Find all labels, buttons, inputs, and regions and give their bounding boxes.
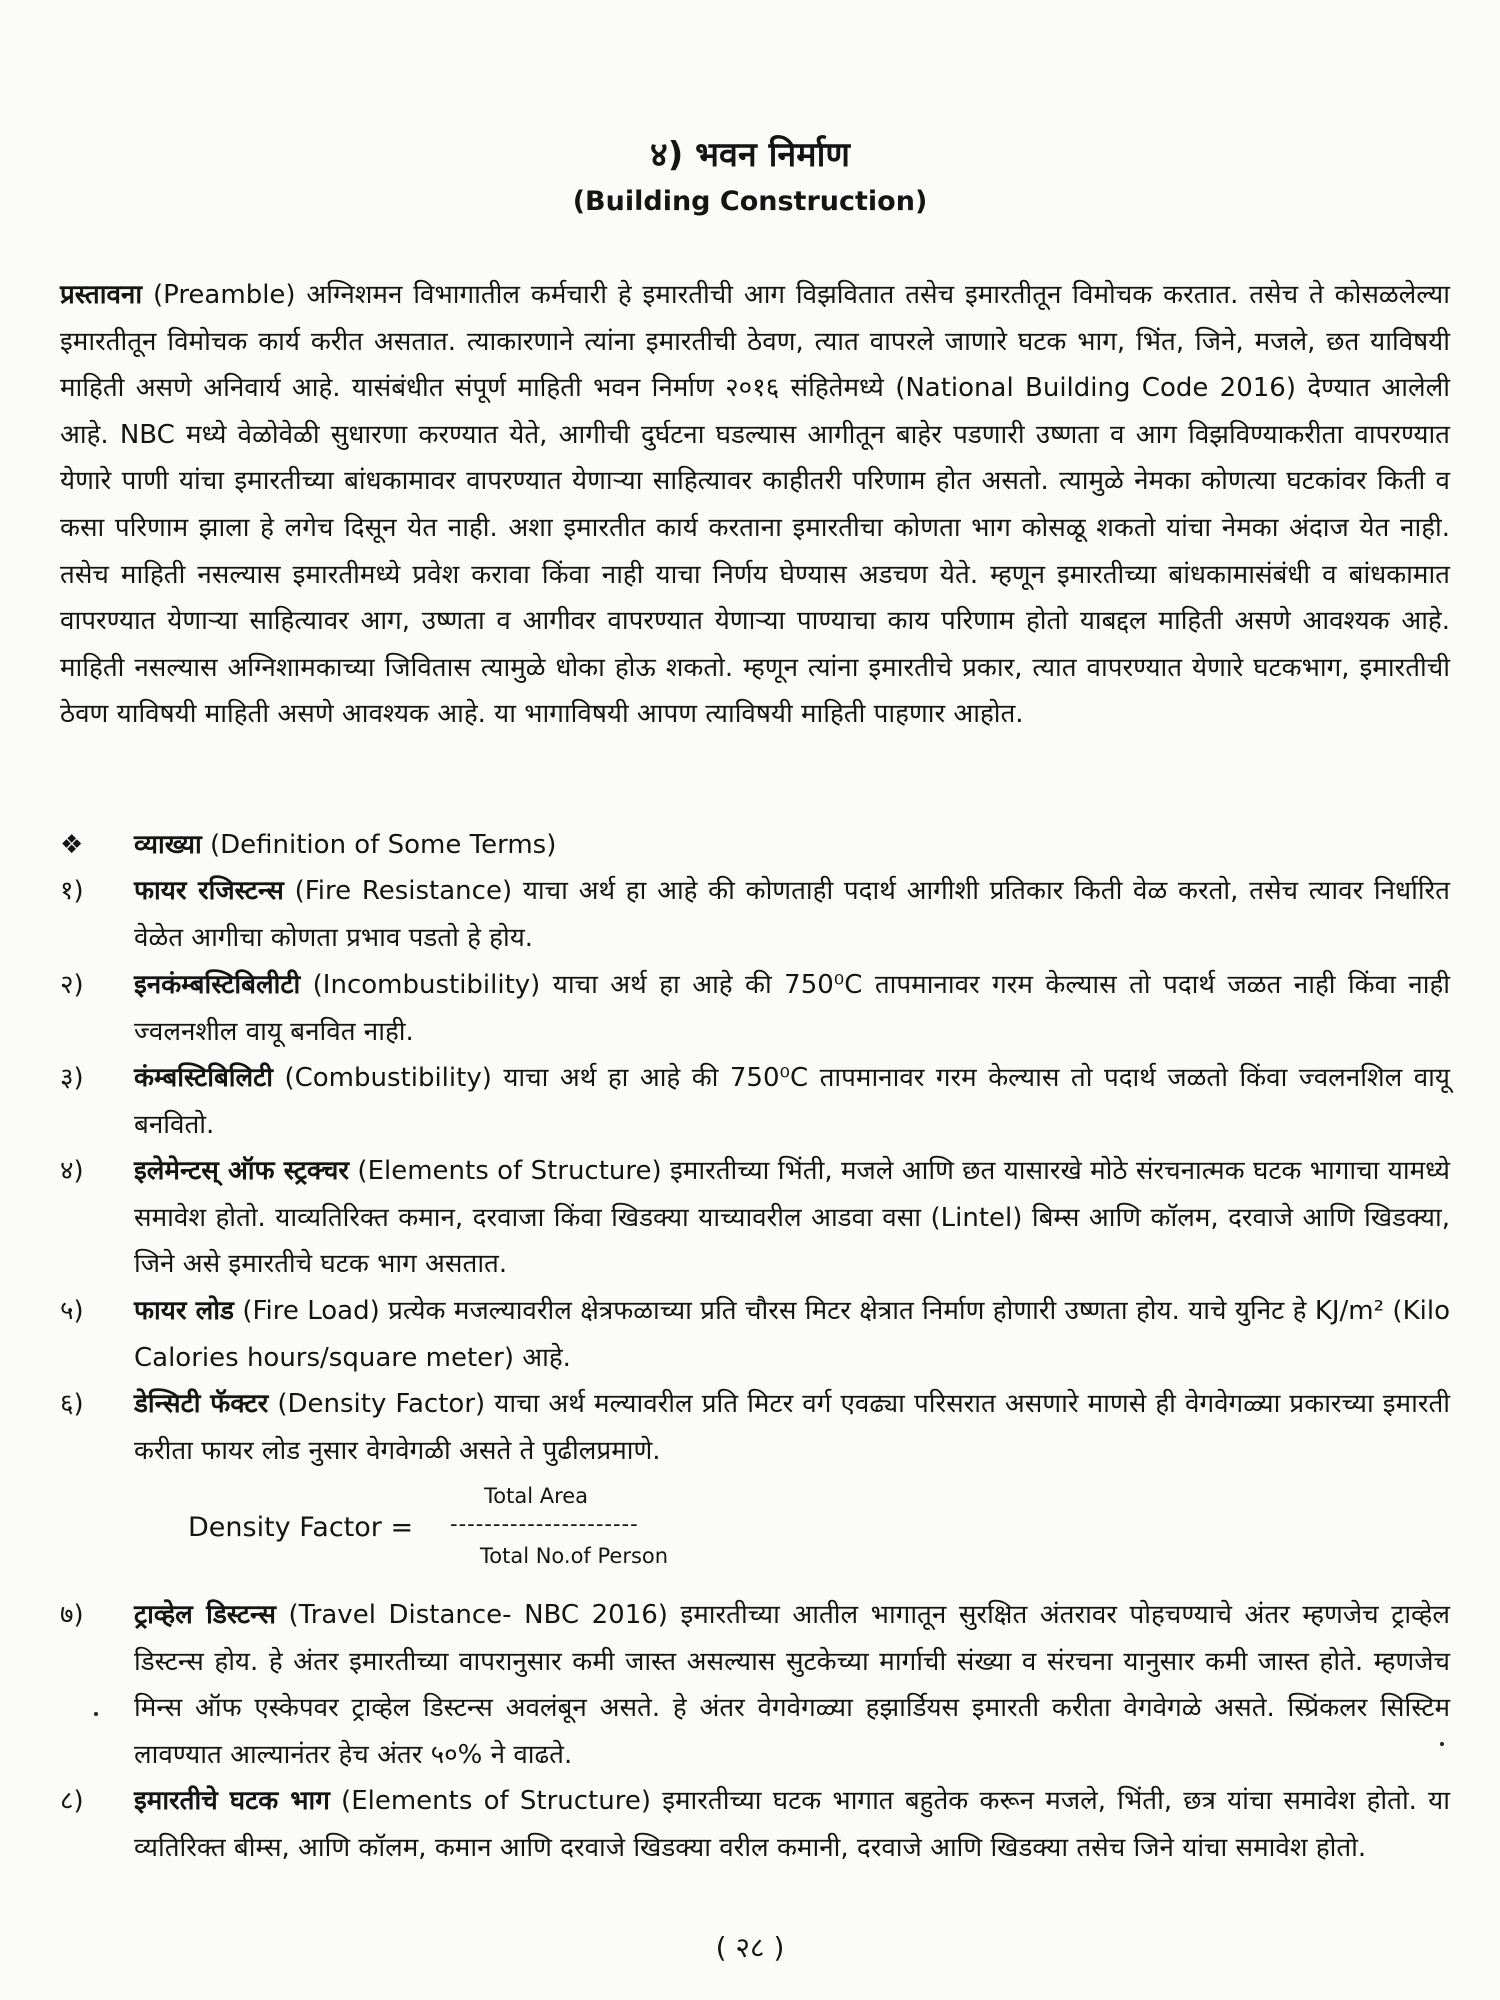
preamble-paragraph [60, 272, 1450, 738]
definition-body: (Elements of Structure) इमारतीच्या भिंती, मजले आणि छत यासारखे मोठे संरचनात्मक घटक भागाचा यामध्ये समावेश होतो. याव्यतिरिक्त कमान, दरवाजा किंवा खिडक्या याच्यावरील आडवा वसा (Lintel) बिम्स आणि कॉलम, दरवाजे आणि खिडक्या, जिने असे इमारतीचे घटक भाग असतात. [134, 1156, 1450, 1280]
definition-term: इनकंम्बस्टिबिलीटी [134, 970, 301, 1000]
definition-body: (Elements of Structure) इमारतीच्या घटक भागात बहुतेक करून मजले, भिंती, छत्र यांचा समावेश होतो. या व्यतिरिक्त बीम्स, आणि कॉलम, कमान आणि दरवाजे खिडक्या वरील कमानी, दरवाजे आणि खिडक्या तसेच जिने यांचा समावेश होतो. [134, 1786, 1450, 1863]
definition-text [134, 1288, 1450, 1381]
preamble-text: (Preamble) अग्निशमन विभागातील कर्मचारी हे इमारतीची आग विझवितात तसेच इमारतीतून विमोचक करतात. तसेच ते कोसळलेल्या इमारतीतून विमोचक कार्य करीत असतात. त्याकारणाने त्यांना इमारतीची ठेवण, त्यात वापरले जाणारे घटक भाग, भिंत, जिने, मजले, छत याविषयी माहिती असणे अनिवार्य आहे. यासंबंधीत संपूर्ण माहिती भवन निर्माण २०१६ संहितेमध्ये (National Building Code 2016) देण्यात आलेली आहे. NBC मध्ये वेळोवेळी सुधारणा करण्यात येते, आगीची दुर्घटना घडल्यास आगीतून बाहेर पडणारी उष्णता व आग विझविण्याकरीता वापरण्यात येणारे पाणी यांचा इमारतीच्या बांधकामावर वापरण्यात येणाऱ्या साहित्यावर काहीतरी परिणाम होत असतो. त्यामुळे नेमका कोणत्या घटकांवर किती व कसा परिणाम झाला हे लगेच दिसून येत नाही. अशा इमारतीत कार्य करताना इमारतीचा कोणता भाग कोसळू शकतो यांचा नेमका अंदाज येत नाही. तसेच माहिती नसल्यास इमारतीमध्ये प्रवेश करावा किंवा नाही याचा निर्णय घेण्यास अडचण येते. म्हणून इमारतीच्या बांधकामासंबंधी व बांधकामात वापरण्यात येणाऱ्या साहित्यावर आग, उष्णता व आगीवर वापरण्यात येणाऱ्या पाण्याचा काय परिणाम होतो याबद्दल माहिती असणे आवश्यक आहे. माहिती नसल्यास अग्निशामकाच्या जिवितास त्यामुळे धोका होऊ शकतो. म्हणून त्यांना इमारतीचे प्रकार, त्यात वापरण्यात येणारे घटकभाग, इमारतीची ठेवण याविषयी माहिती असणे आवश्यक आहे. या भागाविषयी आपण त्याविषयी माहिती पाहणार आहोत. [60, 280, 1450, 730]
definition-text [134, 962, 1450, 1055]
definition-number: ४) [60, 1156, 84, 1186]
definition-text [134, 1592, 1450, 1778]
definition-number: ३) [60, 1063, 84, 1093]
definition-item [60, 1381, 1450, 1474]
definition-body: (Fire Resistance) याचा अर्थ हा आहे की कोणताही पदार्थ आगीशी प्रतिकार किती वेळ करतो, तसेच त्यावर निर्धारित वेळेत आगीचा कोणता प्रभाव पडतो हे होय. [134, 876, 1451, 953]
definition-number: ५) [60, 1296, 84, 1326]
definition-body: (Fire Load) प्रत्येक मजल्यावरील क्षेत्रफळाच्या प्रति चौरस मिटर क्षेत्रात निर्माण होणारी उष्णता होय. याचे युनिट हे KJ/m² (Kilo Calories hours/square meter) आहे. [134, 1296, 1450, 1373]
page-number: ( २८ ) [715, 1931, 785, 1964]
definition-term: फायर लोड [134, 1296, 234, 1326]
definition-item [60, 1592, 1450, 1778]
definition-number: ६) [60, 1389, 84, 1419]
definition-item [60, 1778, 1450, 1871]
scan-speck [94, 1712, 98, 1716]
formula-numerator: Total Area [484, 1484, 589, 1508]
definition-item [60, 1288, 1450, 1381]
definition-text [134, 1148, 1450, 1288]
definitions-heading-label: व्याख्या [134, 830, 202, 860]
definition-text [134, 1055, 1450, 1148]
definition-text [134, 868, 1450, 961]
definition-item [60, 868, 1450, 961]
definition-term: ट्राव्हेल डिस्टन्स [134, 1600, 276, 1630]
scan-speck [1440, 1742, 1444, 1746]
definition-item [60, 962, 1450, 1055]
definition-number: ७) [60, 1600, 84, 1630]
definition-text [134, 1381, 1450, 1474]
definition-body: (Combustibility) याचा अर्थ हा आहे की 750⁰C तापमानावर गरम केल्यास तो पदार्थ जळतो किंवा ज्वलनशिल वायू बनवितो. [134, 1063, 1450, 1140]
density-factor-formula [188, 1484, 708, 1578]
definitions-heading-text: (Definition of Some Terms) [201, 830, 557, 860]
definition-term: डेन्सिटी फॅक्टर [134, 1389, 269, 1419]
definition-body: (Travel Distance- NBC 2016) इमारतीच्या आतील भागातून सुरक्षित अंतरावर पोहचण्याचे अंतर म्हणजेच ट्राव्हेल डिस्टन्स होय. हे अंतर इमारतीच्या वापरानुसार कमी जास्त असल्यास सुटकेच्या मार्गाची संख्या व संरचना यानुसार कमी जास्त होते. म्हणजेच मिन्स ऑफ एस्केपवर ट्राव्हेल डिस्टन्स अवलंबून असते. हे अंतर वेगवेगळ्या हझार्डियस इमारती करीता वेगवेगळे असते. स्प्रिंकलर सिस्टिम लावण्यात आल्यानंतर हेच अंतर ५०% ने वाढते. [134, 1600, 1450, 1770]
definition-term: फायर रजिस्टन्स [134, 876, 284, 906]
definition-term: कंम्बस्टिबिलिटी [134, 1063, 273, 1093]
formula-divider: ---------------------- [450, 1512, 639, 1536]
page-title: ४) भवन निर्माण [650, 135, 850, 175]
definition-body: (Incombustibility) याचा अर्थ हा आहे की 750⁰C तापमानावर गरम केल्यास तो पदार्थ जळत नाही किंवा नाही ज्वलनशील वायू बनवित नाही. [134, 970, 1450, 1047]
definition-term: इलेमेन्टस् ऑफ स्ट्रक्चर [134, 1156, 350, 1186]
formula-denominator: Total No.of Person [480, 1544, 669, 1568]
definition-number: १) [60, 876, 84, 906]
definition-number: ८) [60, 1786, 84, 1816]
definition-number: २) [60, 970, 84, 1000]
definition-term: इमारतीचे घटक भाग [134, 1786, 330, 1816]
formula-label: Density Factor = [188, 1512, 414, 1543]
preamble-label: प्रस्तावना [60, 280, 143, 310]
diamond-bullet-icon: ❖ [60, 830, 84, 860]
definition-item [60, 1148, 1450, 1288]
page-subtitle: (Building Construction) [572, 186, 928, 217]
definition-body: (Density Factor) याचा अर्थ मल्यावरील प्रति मिटर वर्ग एवढ्या परिसरात असणारे माणसे ही वेगवेगळ्या प्रकारच्या इमारती करीता फायर लोड नुसार वेगवेगळी असते ते पुढीलप्रमाणे. [134, 1389, 1451, 1466]
definition-text [134, 1778, 1450, 1871]
definition-item [60, 1055, 1450, 1148]
definitions-heading [60, 822, 556, 869]
